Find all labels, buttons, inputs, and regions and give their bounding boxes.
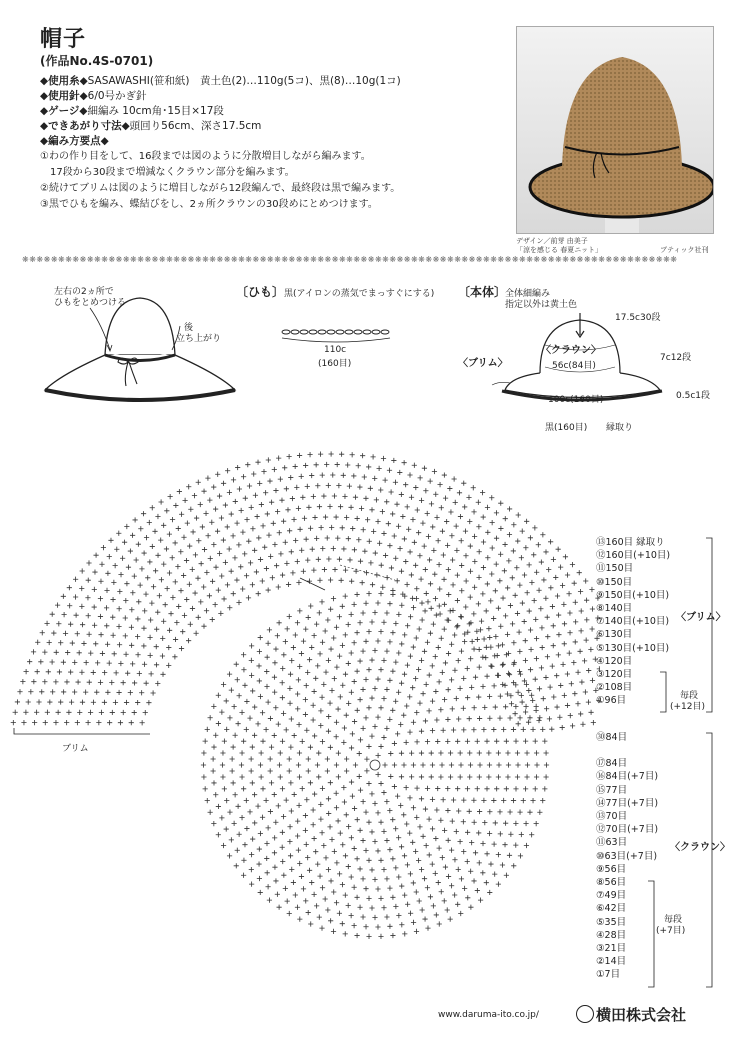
- crown-row-text: 35目: [604, 916, 627, 928]
- spec-gauge: ◆ゲージ◆細編み 10cm角･15目×17段: [40, 105, 224, 117]
- brim-group-label: 〈ブリム〉: [676, 612, 726, 623]
- crown-row-number: ⑩: [596, 850, 605, 862]
- black-row-label: 黒(160目): [545, 423, 588, 433]
- brim-row-number: ⑬: [596, 537, 606, 548]
- crown-circumference: 56c(84目): [552, 361, 596, 371]
- body-desc-2: 指定以外は黄土色: [505, 300, 578, 310]
- brim-row-text: 160目 縁取り: [605, 537, 665, 548]
- brim-row-text: 120目: [604, 669, 633, 681]
- cord-length: 110c: [324, 345, 347, 355]
- brim-row-number: ⑧: [596, 603, 605, 615]
- crown-row-text: 56目: [604, 877, 627, 889]
- brim-circumference: 100c(160目): [548, 395, 604, 405]
- body-desc-1: 全体細編み: [505, 289, 551, 299]
- crochet-chart: [0, 390, 600, 1010]
- crown-each-value: (+7目): [656, 926, 686, 936]
- crown-row-number: ⑦: [596, 890, 605, 902]
- height-crown: 17.5c30段: [615, 313, 661, 323]
- crown-row-text: 70目: [605, 811, 628, 823]
- brim-brackets: [596, 536, 726, 716]
- crown-row-text: 84目: [605, 732, 628, 743]
- height-edge: 0.5c1段: [676, 391, 711, 401]
- brim-row-text: 150目: [605, 563, 634, 575]
- crown-row-number: ⑧: [596, 877, 605, 889]
- illus-back-1: 後: [184, 323, 194, 333]
- crown-row-number: ⑤: [596, 916, 605, 928]
- company-logo-icon: [576, 1005, 594, 1023]
- crown-row-text: 84目(+7目): [605, 771, 659, 783]
- spec-hook: ◆使用針◆6/0号かぎ針: [40, 90, 147, 102]
- photo-designer: デザイン／前芽 由美子: [516, 237, 588, 245]
- brim-row-number: ③: [596, 669, 605, 681]
- spec-method: ◆編み方要点◆: [40, 135, 109, 147]
- crown-row-number: ⑨: [596, 863, 605, 875]
- crown-row-text: 63目: [605, 837, 628, 849]
- crown-row-number: ⑯: [596, 771, 606, 783]
- crown-row-number: ㉚: [596, 732, 606, 743]
- illus-note-1: 左右の2ヵ所で: [54, 287, 114, 297]
- crown-row-text: 56目: [604, 863, 627, 875]
- height-brim: 7c12段: [660, 353, 692, 363]
- crown-row-text: 49目: [604, 890, 627, 902]
- crown-row-text: 70目(+7目): [605, 824, 659, 836]
- brim-row-number: ①: [596, 695, 605, 707]
- edge-label: 縁取り: [606, 423, 634, 433]
- brim-row-number: ⑥: [596, 629, 605, 641]
- crown-row-number: ⑥: [596, 903, 605, 915]
- crown-group-label: 〈クラウン〉: [670, 842, 730, 853]
- illus-note-2: ひもをとめつける: [54, 298, 127, 308]
- brim-row-number: ⑫: [596, 550, 606, 562]
- chart-brim-label: ブリム: [62, 744, 89, 754]
- crown-row-number: ⑰: [596, 758, 606, 770]
- crown-row-number: ⑪: [596, 837, 606, 849]
- crown-row-text: 14目: [604, 956, 627, 968]
- crown-row-number: ⑭: [596, 797, 606, 809]
- step-2: ②続けてブリムは図のように増目しながら12段編んで、最終段は黒で編みます。: [40, 183, 401, 194]
- crown-row-number: ⑮: [596, 784, 606, 796]
- step-3: ③黒でひもを編み、蝶結びをし、2ヵ所クラウンの30段めにとめつけます。: [40, 199, 378, 210]
- crown-row-text: 42目: [604, 903, 627, 915]
- crown-each-label: 毎段: [664, 915, 683, 925]
- crown-row-text: 77目(+7目): [605, 797, 659, 809]
- company-name: 横田株式会社: [596, 1006, 687, 1024]
- photo-book: 「涼を感じる 春夏ニット」: [516, 246, 602, 254]
- crown-row-text: 28目: [604, 929, 627, 941]
- brim-row-number: ⑤: [596, 642, 605, 654]
- section-divider: ❋❋❋❋❋❋❋❋❋❋❋❋❋❋❋❋❋❋❋❋❋❋❋❋❋❋❋❋❋❋❋❋❋❋❋❋❋❋❋❋❋❋❋❋❋❋❋❋❋❋❋❋❋❋❋❋❋❋❋❋❋❋❋❋❋❋❋❋❋❋❋❋❋❋❋❋❋❋❋❋❋❋❋❋❋❋❋❋❋❋❋: [22, 255, 678, 264]
- brim-row-text: 130目: [604, 629, 633, 641]
- work-number: (作品No.4S-0701): [40, 54, 154, 68]
- hat-photo: [516, 26, 714, 234]
- brim-row-text: 120目: [604, 655, 633, 667]
- crown-label: 〈クラウン〉: [541, 345, 601, 356]
- body-title: 〔本体〕: [458, 285, 507, 299]
- step-1: ①わの作り目をして、16段までは図のように分散増目しながら編みます。: [40, 151, 371, 162]
- cord-info: 〔ひも〕黒(アイロンの蒸気でまっすぐにする): [236, 285, 435, 299]
- brim-row-number: ②: [596, 682, 605, 694]
- brim-row-number: ⑩: [596, 576, 605, 588]
- brim-row-text: 96目: [604, 695, 627, 707]
- cord-stitches: (160目): [318, 359, 352, 369]
- footer-url[interactable]: www.daruma-ito.co.jp/: [438, 1010, 539, 1020]
- spec-yarn: ◆使用糸◆SASAWASHI(笹和紙) 黄土色(2)…110g(5コ)、黒(8)…10g(1コ): [40, 75, 401, 87]
- crown-row-number: ①: [596, 969, 605, 981]
- brim-row-text: 130目(+10目): [604, 642, 670, 654]
- brim-each-label: 毎段: [680, 691, 699, 701]
- brim-row-number: ⑦: [596, 616, 605, 628]
- brim-row-text: 140目: [604, 603, 633, 615]
- step-1b: 17段から30段まで増減なくクラウン部分を編みます。: [40, 167, 295, 178]
- crown-row-text: 84目: [605, 758, 628, 770]
- crown-row-number: ②: [596, 956, 605, 968]
- crown-row-number: ⑬: [596, 811, 606, 823]
- crown-row-text: 21目: [604, 943, 627, 955]
- crown-brackets: [596, 731, 726, 991]
- crown-row-text: 77目: [605, 784, 628, 796]
- brim-label: 〈ブリム〉: [458, 358, 508, 369]
- crown-row-number: ③: [596, 943, 605, 955]
- page-title: 帽子: [40, 27, 87, 52]
- brim-row-text: 140目(+10目): [604, 616, 670, 628]
- brim-row-text: 160目(+10目): [605, 550, 671, 562]
- crown-row-text: 7目: [604, 969, 621, 981]
- spec-size: ◆できあがり寸法◆頭回り56cm、深さ17.5cm: [40, 120, 262, 132]
- crown-row-number: ⑫: [596, 824, 606, 836]
- brim-row-text: 108目: [604, 682, 633, 694]
- brim-row-number: ⑪: [596, 563, 606, 575]
- brim-row-text: 150目(+10目): [604, 589, 670, 601]
- brim-row-number: ⑨: [596, 589, 605, 601]
- cord-chain-diagram: [276, 326, 396, 346]
- crown-row-number: ④: [596, 929, 605, 941]
- brim-each-value: (+12目): [670, 702, 706, 712]
- brim-row-text: 150目: [604, 576, 633, 588]
- illus-back-2: 立ち上がり: [176, 334, 222, 344]
- crown-row-text: 63目(+7目): [604, 850, 658, 862]
- brim-row-number: ④: [596, 655, 605, 667]
- photo-publisher: ブティック社刊: [660, 246, 709, 254]
